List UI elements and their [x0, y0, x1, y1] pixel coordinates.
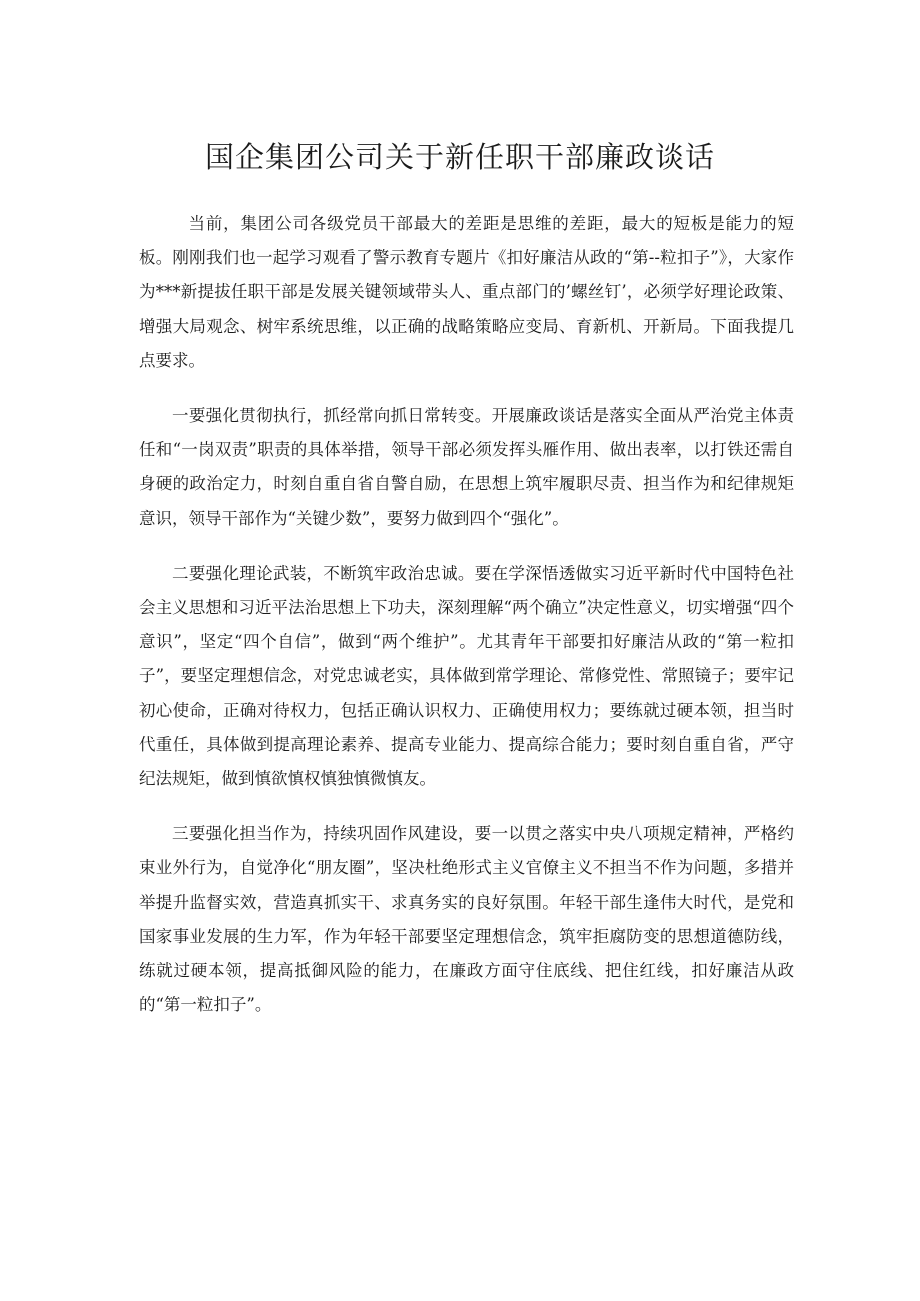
paragraph-requirement-3: 三要强化担当作为，持续巩固作风建设，要一以贯之落实中央八项规定精神，严格约束业外行为，自觉净化“朋友圈”，坚决杜绝形式主义官僚主义不担当不作为问题，多措并举提升监督实效，营造真抓实干、求真务实的良好氛围。年轻干部生逢伟大时代，是党和国家事业发展的生力军，作为年轻干部要坚定理想信念，筑牢拒腐防变的思想道德防线，练就过硬本领，提高抵御风险的能力，在廉政方面守住底线、把住红线，扣好廉洁从政的“第一粒扣子”。 [139, 824, 794, 1015]
paragraph-requirement-1: 一要强化贯彻执行，抓经常向抓日常转变。开展廉政谈话是落实全面从严治党主体责任和“一岗双责”职责的具体举措，领导干部必须发挥头雁作用、做出表率，以打铁还需自身硬的政治定力，时刻自重自省自警自励，在思想上筑牢履职尽责、担当作为和纪律规矩意识，领导干部作为“关键少数”，要努力做到四个“强化”。 [139, 406, 794, 528]
document-title: 国企集团公司关于新任职干部廉政谈话 [204, 140, 715, 174]
document-body [139, 207, 794, 1043]
paragraph-requirement-2: 二要强化理论武装，不断筑牢政治忠诚。要在学深悟透做实习近平新时代中国特色社会主义思想和习近平法治思想上下功夫，深刻理解“两个确立”决定性意义，切实增强“四个意识”，坚定“四个自信”，做到“两个维护”。尤其青年干部要扣好廉洁从政的“第一粒扣子”，要坚定理想信念，对党忠诚老实，具体做到常学理论、常修党性、常照镜子；要牢记初心使命，正确对待权力，包括正确认识权力、正确使用权力；要练就过硬本领，担当时代重任，具体做到提高理论素养、提高专业能力、提高综合能力；要时刻自重自省，严守纪法规矩，做到慎欲慎权慎独慎微慎友。 [139, 563, 794, 789]
paragraph-intro: 当前，集团公司各级党员干部最大的差距是思维的差距，最大的短板是能力的短板。刚刚我们也一起学习观看了警示教育专题片《扣好廉洁从政的“第--粒扣子”》，大家作为***新提拔任职干部是发展关键领域带头人、重点部门的’螺丝钉’，必须学好理论政策、增强大局观念、树牢系统思维，以正确的战略策略应变局、育新机、开新局。下面我提几点要求。 [139, 214, 794, 370]
